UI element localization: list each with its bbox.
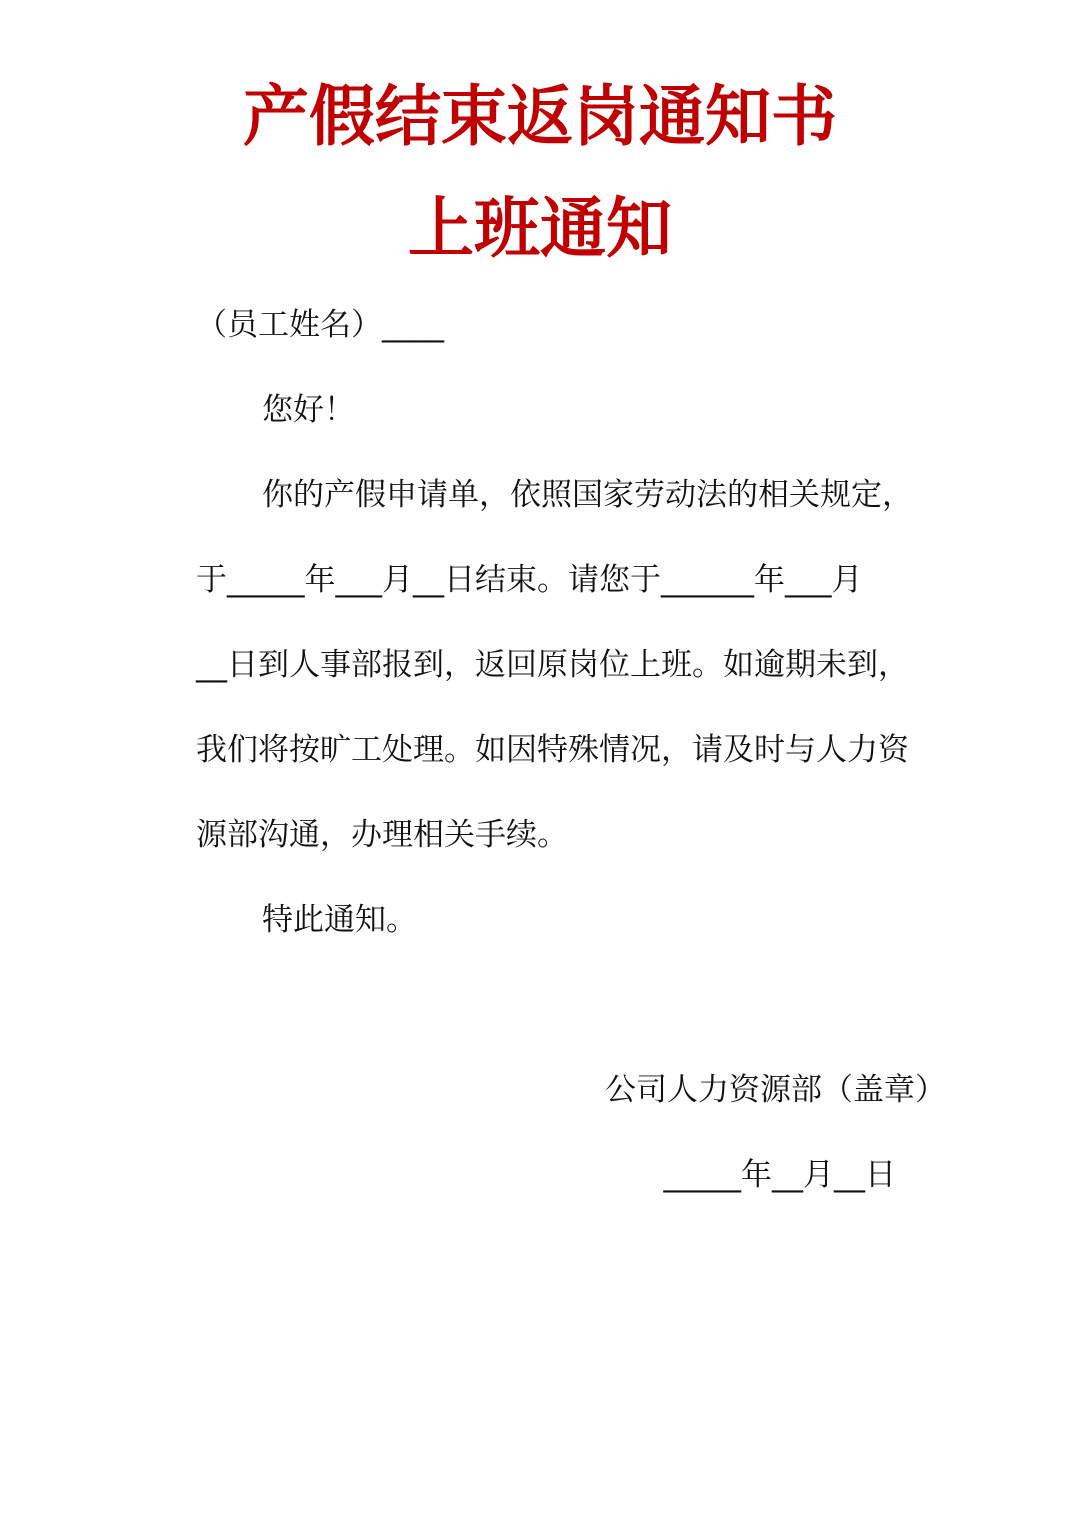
body-paragraph-line: 源部沟通，办理相关手续。 xyxy=(196,817,568,853)
date-line: _____年__月__日 xyxy=(663,1157,896,1193)
greeting: 您好！ xyxy=(262,392,355,428)
document-subtitle: 上班通知 xyxy=(408,190,672,267)
body-paragraph-line: 于_____年___月__日结束。请您于______年___月 xyxy=(196,562,863,598)
body-paragraph-line: 我们将按旷工处理。如因特殊情况，请及时与人力资 xyxy=(196,732,909,768)
body-paragraph-line: 你的产假申请单，依照国家劳动法的相关规定， xyxy=(262,477,913,513)
body-paragraph-line: __日到人事部报到，返回原岗位上班。如逾期未到， xyxy=(196,647,909,683)
signer-line: 公司人力资源部（盖章） xyxy=(605,1072,946,1108)
document-title: 产假结束返岗通知书 xyxy=(243,78,837,155)
recipient-line: （员工姓名）____ xyxy=(196,307,444,343)
closing-line: 特此通知。 xyxy=(262,902,417,938)
